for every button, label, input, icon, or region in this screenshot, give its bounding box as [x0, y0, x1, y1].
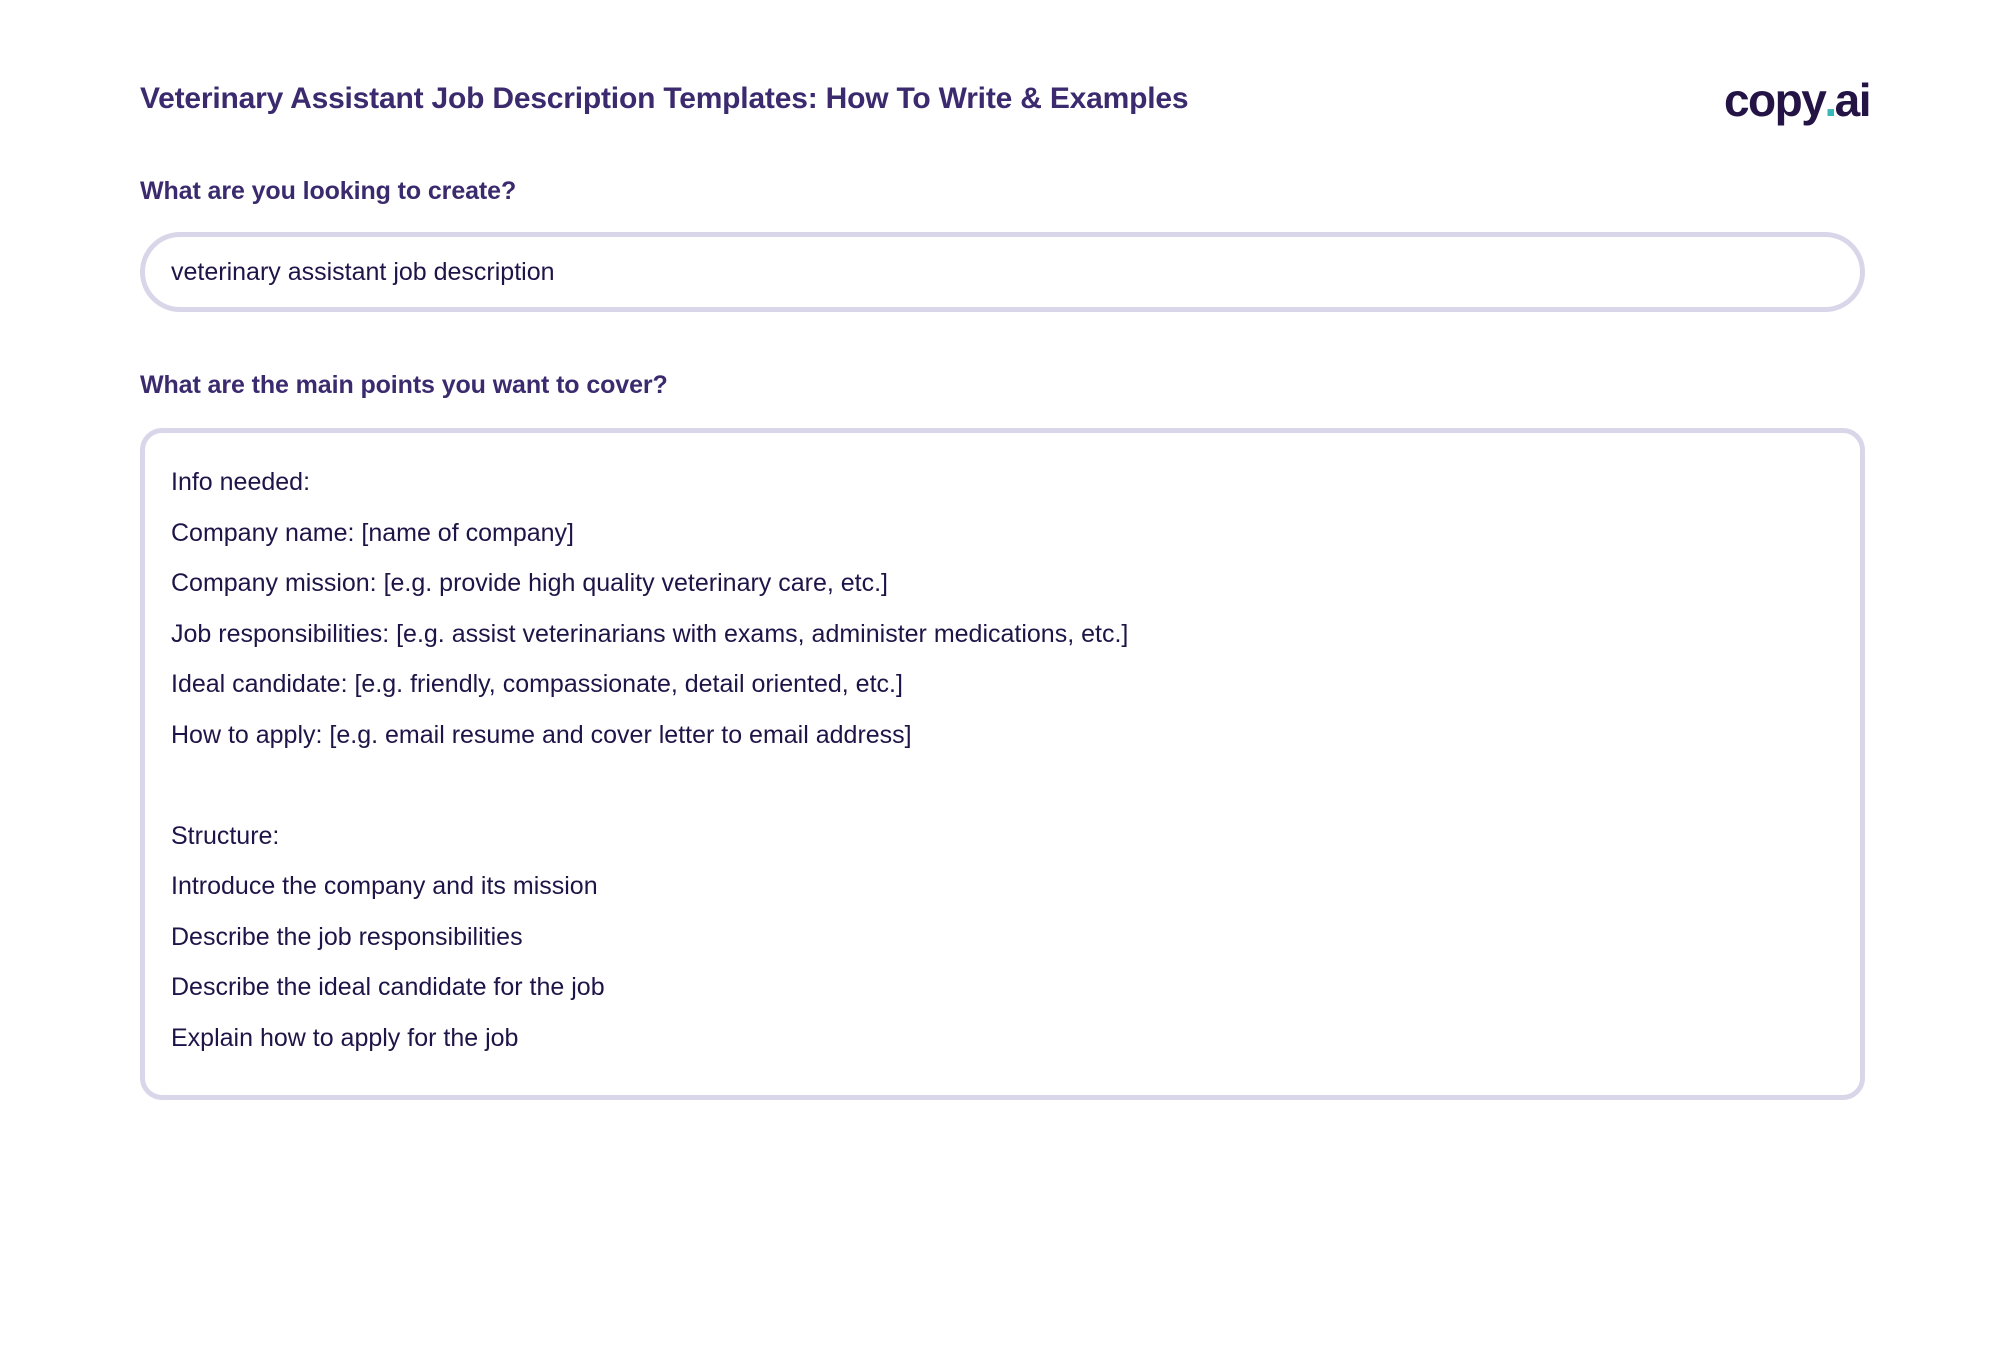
create-input[interactable] — [140, 232, 1865, 312]
textarea-line: How to apply: [e.g. email resume and cover letter to email address] — [171, 720, 912, 749]
create-input-value: veterinary assistant job description — [171, 257, 555, 286]
textarea-line: Company mission: [e.g. provide high quality veterinary care, etc.] — [171, 569, 889, 597]
textarea-line-blank — [171, 760, 1834, 811]
main-points-field-label: What are the main points you want to cover? — [140, 371, 668, 399]
textarea-line: Structure: — [171, 821, 280, 850]
logo-word-ai: ai — [1834, 74, 1870, 126]
textarea-line: Ideal candidate: [e.g. friendly, compassionate, detail oriented, etc.] — [171, 670, 903, 698]
logo-dot-icon: . — [1824, 74, 1836, 126]
textarea-line: Job responsibilities: [e.g. assist veterinarians with exams, administer medications, etc.] — [171, 619, 1129, 648]
create-field-label: What are you looking to create? — [140, 177, 517, 205]
main-points-textarea[interactable] — [140, 428, 1865, 1100]
textarea-line: Info needed: — [171, 468, 311, 496]
textarea-line: Describe the job responsibilities — [171, 922, 523, 951]
textarea-line: Introduce the company and its mission — [171, 872, 598, 900]
textarea-line: Describe the ideal candidate for the job — [171, 973, 605, 1001]
page-header — [140, 70, 1870, 128]
textarea-line: Company name: [name of company] — [171, 518, 574, 547]
page-title: Veterinary Assistant Job Description Templates: How To Write & Examples — [140, 82, 1189, 115]
logo-word-copy: copy — [1723, 74, 1826, 126]
copy-ai-logo — [1723, 74, 1870, 126]
textarea-line: Explain how to apply for the job — [171, 1023, 519, 1052]
